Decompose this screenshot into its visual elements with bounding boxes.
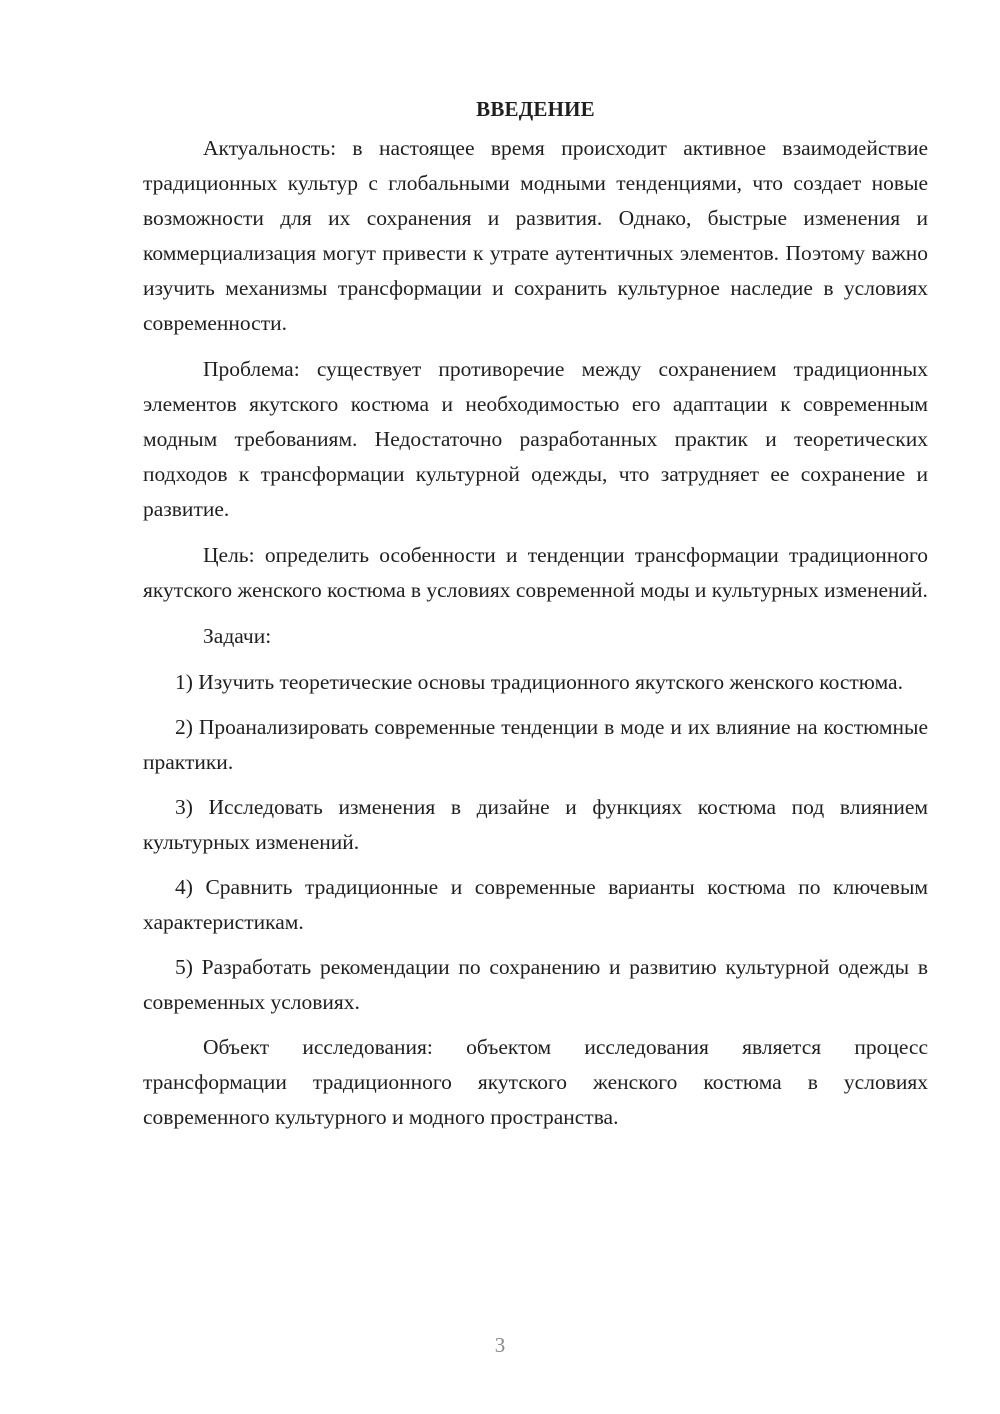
tasks-label: Задачи: [203,624,272,648]
task-item-5: 5) Разработать рекомендации по сохранению и развитию культурной одежды в современных условиях. [143,955,928,1014]
task-item-3: 3) Исследовать изменения в дизайне и функциях костюма под влиянием культурных изменений. [143,795,928,854]
page-number: 3 [494,1333,506,1357]
task-item-2: 2) Проанализировать современные тенденции в моде и их влияние на костюмные практики. [143,715,928,774]
task-item-4: 4) Сравнить традиционные и современные варианты костюма по ключевым характеристикам. [143,875,928,934]
page-content [143,92,928,1146]
section-heading: ВВЕДЕНИЕ [476,97,595,121]
goal-paragraph: Цель: определить особенности и тенденции трансформации традиционного якутского женского костюма в условиях современной моды и культурных изменений. [143,543,928,602]
task-item-1: 1) Изучить теоретические основы традиционного якутского женского костюма. [175,670,903,694]
problem-paragraph: Проблема: существует противоречие между сохранением традиционных элементов якутского костюма и необходимостью его адаптации к современным модным требованиям. Недостаточно разработанных практик и теоретических подходов к трансформации культурной одежды, что затрудняет ее сохранение и развитие. [143,357,928,521]
relevance-paragraph: Актуальность: в настоящее время происходит активное взаимодействие традиционных культур с глобальными модными тенденциями, что создает новые возможности для их сохранения и развития. Однако, быстрые изменения и коммерциализация могут привести к утрате аутентичных элементов. Поэтому важно изучить механизмы трансформации и сохранить культурное наследие в условиях современности. [143,136,928,335]
object-paragraph: Объект исследования: объектом исследования является процесс трансформации традиционного якутского женского костюма в условиях современного культурного и модного пространства. [143,1035,928,1129]
